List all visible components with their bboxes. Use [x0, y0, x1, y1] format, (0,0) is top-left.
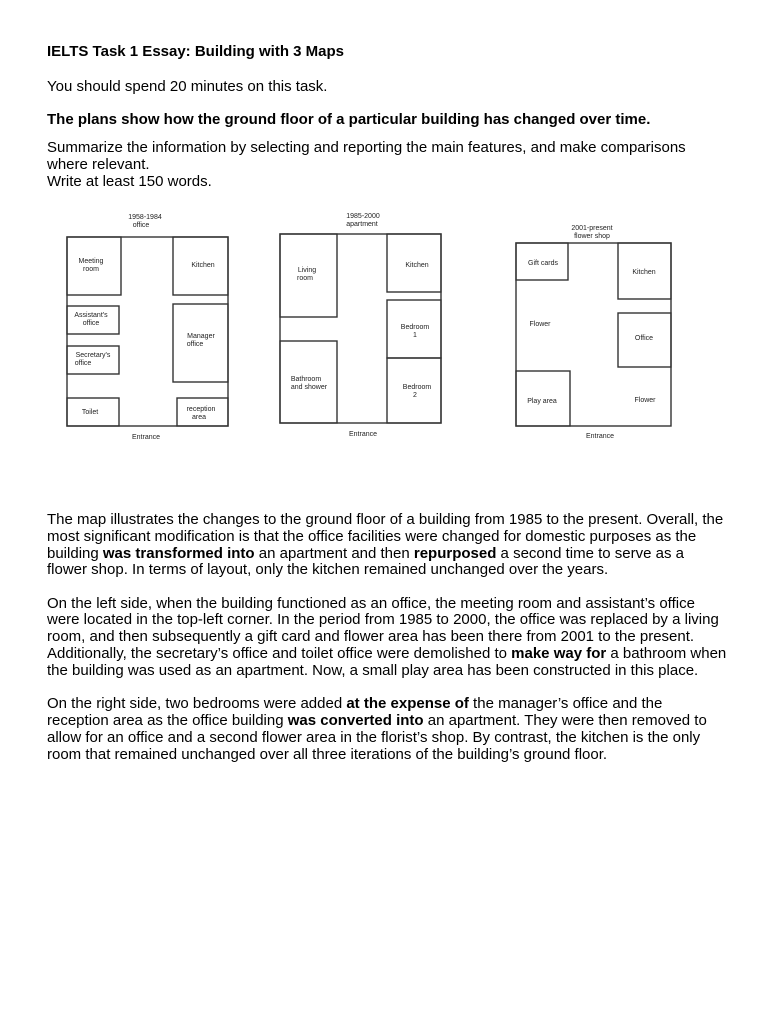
p1-phrase-transformed: was transformed into: [102, 544, 255, 562]
shop-use-label: flower shop: [574, 233, 610, 240]
p2-text-a: On the left side, when the building functioned as an office, the meeting room and assistant’s office were located in the top-left corner. In the period from 1985 to 2000, the office was replaced by a living room, and then subsequently a gift card and flower area has been there from 2001 to the present. Additionally, the secretary’s office and toilet office were demolished to: [47, 594, 719, 663]
apartment-bathroom-label-2: and shower: [290, 384, 328, 391]
apartment-kitchen-label: Kitchen: [405, 262, 429, 269]
apartment-entrance-label: Entrance: [348, 431, 378, 438]
p3-phrase-converted: was converted into: [287, 711, 424, 729]
apartment-bedroom1-label-2: 1: [413, 332, 417, 339]
essay-paragraph-3: [47, 696, 727, 763]
p3-text-a: On the right side, two bedrooms were added: [47, 695, 347, 713]
time-note: You should spend 20 minutes on this task.: [47, 78, 328, 95]
office-assistant-label-1: Assistant's: [74, 312, 108, 319]
task-prompt: The plans show how the ground floor of a particular building has changed over time.: [47, 111, 651, 128]
apartment-living-label-1: Living: [297, 267, 317, 274]
essay-paragraph-1: [47, 512, 727, 579]
task-instructions: [47, 139, 727, 190]
shop-flower-right-label: Flower: [634, 397, 656, 404]
apartment-living-label-2: room: [297, 275, 313, 282]
office-secretary-label-2: office: [74, 360, 92, 367]
shop-office-label: Office: [634, 335, 654, 342]
office-kitchen-label: Kitchen: [191, 262, 215, 269]
p3-text-e: an apartment. They were then removed to allow for an office and a second flower area in the florist’s shop. By contrast, the kitchen is the only room that remained unchanged over all three iterations of the building’s ground floor.: [47, 711, 707, 763]
shop-kitchen-label: Kitchen: [632, 269, 656, 276]
office-assistant-label-2: office: [82, 320, 100, 327]
office-toilet-label: Toilet: [81, 409, 99, 416]
office-use-label: office: [132, 222, 150, 229]
office-secretary-label-1: Secretary's: [75, 352, 111, 359]
p1-text-e: a second time to serve as a flower shop. In terms of layout, only the kitchen remained unchanged over the years.: [47, 544, 684, 579]
apartment-bathroom-label-1: Bathroom: [290, 376, 322, 383]
apartment-period-label: 1985-2000: [346, 213, 380, 220]
p3-phrase-expense: at the expense of: [346, 695, 469, 713]
shop-period-label: 2001-present: [571, 225, 613, 232]
office-meeting-label-2: room: [83, 266, 99, 273]
office-manager-label-2: office: [186, 341, 204, 348]
p2-phrase-make-way: make way for: [511, 645, 607, 663]
model-essay: [47, 512, 727, 780]
shop-gift-cards-label: Gift cards: [528, 260, 558, 267]
shop-flower-left-label: Flower: [529, 321, 551, 328]
apartment-bedroom1-label-1: Bedroom: [400, 324, 430, 331]
office-reception-label-2: area: [191, 414, 207, 421]
p3-text-c: the manager’s office and the reception area as the office building: [47, 695, 663, 729]
office-reception-label-1: reception: [186, 406, 216, 413]
p1-text-a: The map illustrates the changes to the ground floor of a building from 1985 to the present. Overall, the most significant modification is that the office facilities were changed for domestic purposes as the building: [47, 511, 724, 562]
instruction-word-count: Write at least 150 words.: [47, 173, 212, 190]
p1-text-c: an apartment and then: [254, 544, 414, 562]
instruction-summarize: Summarize the information by selecting and reporting the main features, and make comparisons where relevant.: [47, 139, 686, 173]
shop-play-area-label: Play area: [527, 398, 557, 405]
shop-entrance-label: Entrance: [585, 433, 615, 440]
page-title: IELTS Task 1 Essay: Building with 3 Maps: [47, 43, 345, 60]
office-meeting-label-1: Meeting: [78, 258, 104, 265]
apartment-bedroom2-label-2: 2: [413, 392, 417, 399]
apartment-bedroom2-label-1: Bedroom: [402, 384, 432, 391]
p2-text-c: a bathroom when the building was used as an apartment. Now, a small play area has been constructed in this place.: [47, 645, 727, 679]
essay-paragraph-2: [47, 596, 727, 680]
office-entrance-label: Entrance: [131, 434, 161, 441]
apartment-use-label: apartment: [346, 221, 378, 228]
office-manager-label-1: Manager: [187, 333, 215, 340]
p1-phrase-repurposed: repurposed: [413, 544, 497, 562]
floor-plans-figure: [55, 205, 695, 450]
office-period-label: 1958-1984: [128, 214, 162, 221]
